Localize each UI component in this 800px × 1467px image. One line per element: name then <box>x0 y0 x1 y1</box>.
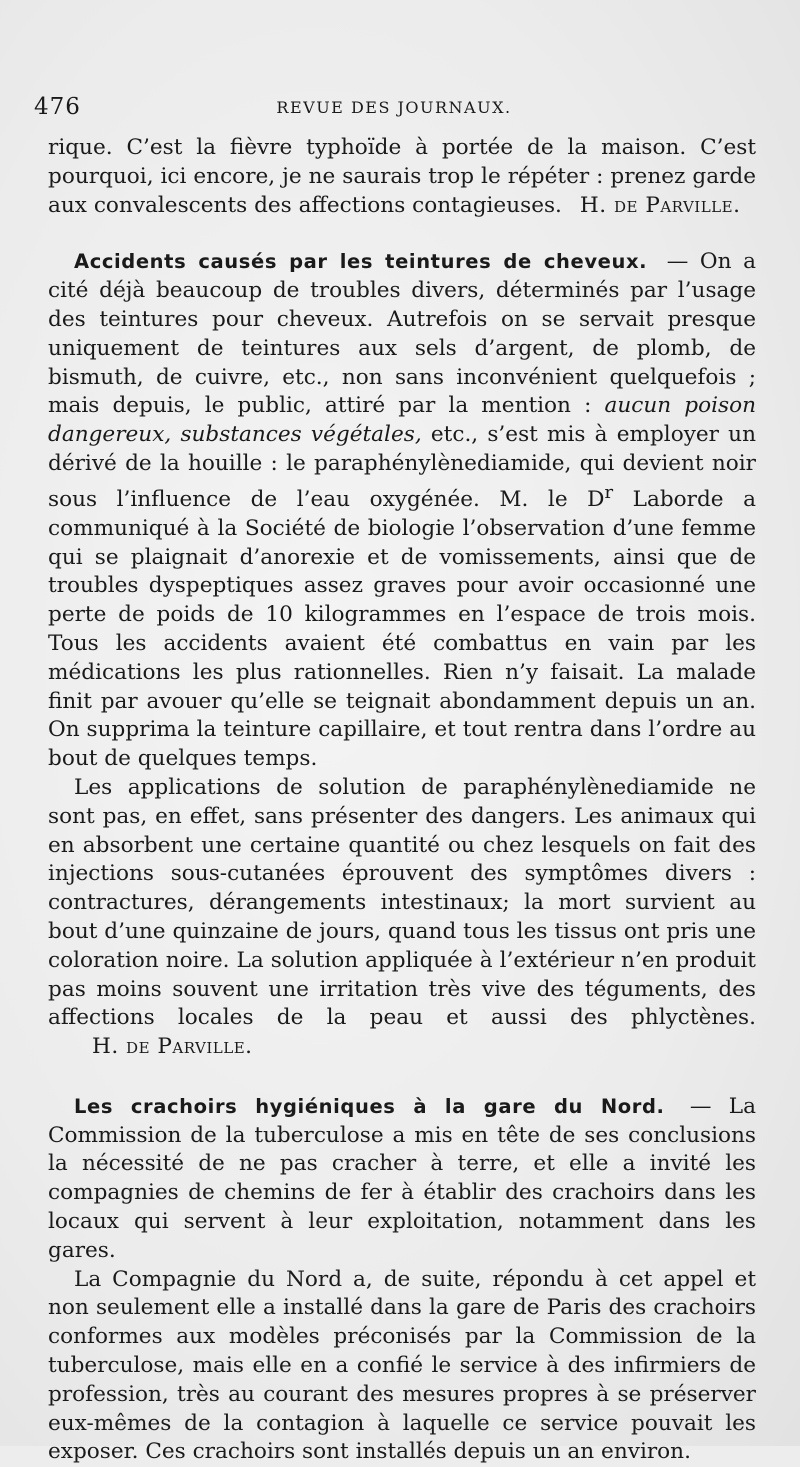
article1-p1-c: Laborde a communiqué à la Société de biologie l’observation d’une femme qui se plaignait d’anorexie et de vomissements, ainsi que de troubles dyspeptiques assez graves pour avoir occasionné une perte de poids de 10 kilogrammes en l’espace de trois mois. Tous les accidents avaient été combattus en vain par les médications les plus rationnelles. Rien n’y faisait. La malade finit par avouer qu’elle se teignait abondamment depuis un an. On supprima la teinture capillaire, et tout rentra dans l’ordre au bout de quelques temps. <box>48 486 756 772</box>
article1-signature: H. de Parville. <box>92 1034 253 1060</box>
article2-title: Les crachoirs hygiéniques à la gare du Nord. <box>74 1094 665 1118</box>
text-column <box>48 134 756 1467</box>
article1-p1-sup: r <box>604 481 614 503</box>
intro-signature: H. de Parville. <box>579 192 741 218</box>
running-title: REVUE DES JOURNAUX. <box>276 98 512 117</box>
article1-paragraph-2 <box>48 774 756 1062</box>
article1-dash: — <box>666 249 689 275</box>
article2-paragraph-2 <box>48 1266 756 1467</box>
article2-paragraph-1 <box>48 1093 756 1266</box>
article1-title: Accidents causés par les teintures de cheveux. <box>74 250 648 274</box>
article1-p1-a: On a cité déjà beaucoup de troubles divers, déterminés par l’usage des teintures pour cheveux. Autrefois on se servait presque uniquement de teintures aux sels d’argent, de plomb, de bismuth, de cuivre, etc., non sans inconvénient quelquefois ; mais depuis, le public, attiré par la mention : <box>48 249 756 419</box>
article1-p2-text: Les applications de solution de paraphénylènediamide ne sont pas, en effet, sans présenter des dangers. Les animaux qui en absorbent une certaine quantité ou chez lesquels on fait des injections sous-cutanées éprouvent des symptômes divers : contractures, dérangements intestinaux; la mort survient au bout d’une quinzaine de jours, quand tous les tissus ont pris une coloration noire. La solution appliquée à l’extérieur n’en produit pas moins souvent une irritation très vive des téguments, des affections locales de la peau et aussi des phlyctènes. <box>48 774 756 1031</box>
article2-p2-text: La Compagnie du Nord a, de suite, répondu à cet appel et non seulement elle a installé dans la gare de Paris des crachoirs conformes aux modèles préconisés par la Commission de la tuberculose, mais elle en a confié le service à des infirmiers de profession, très au courant des mesures propres à se préserver eux-mêmes de la contagion à laquelle ce service pouvait les exposer. Ces crachoirs sont installés depuis un an environ. <box>48 1266 756 1465</box>
article1-p1-b: etc., s’est mis à employer un dérivé de la houille : le paraphénylènediamide, qui devient noir sous l’influence de l’eau oxygénée. M. le D <box>48 422 756 512</box>
intro-paragraph <box>48 134 756 220</box>
article1-paragraph-1 <box>48 248 756 774</box>
page-number: 476 <box>34 94 81 120</box>
page-header <box>34 94 754 126</box>
article1-p1-italic: aucun poison dangereux, substances végétales, <box>48 393 756 448</box>
intro-text: rique. C’est la fièvre typhoïde à portée de la maison. C’est pourquoi, ici encore, je ne saurais trop le répéter : prenez garde aux convalescents des affections contagieuses. <box>48 135 756 218</box>
article2-dash: — <box>689 1093 712 1119</box>
article2-p1-text: La Commission de la tuberculose a mis en tête de ses conclusions la nécessité de ne pas cracher à terre, et elle a invité les compagnies de chemins de fer à établir des crachoirs dans les locaux qui servent à leur exploitation, notamment dans les gares. <box>48 1093 756 1263</box>
